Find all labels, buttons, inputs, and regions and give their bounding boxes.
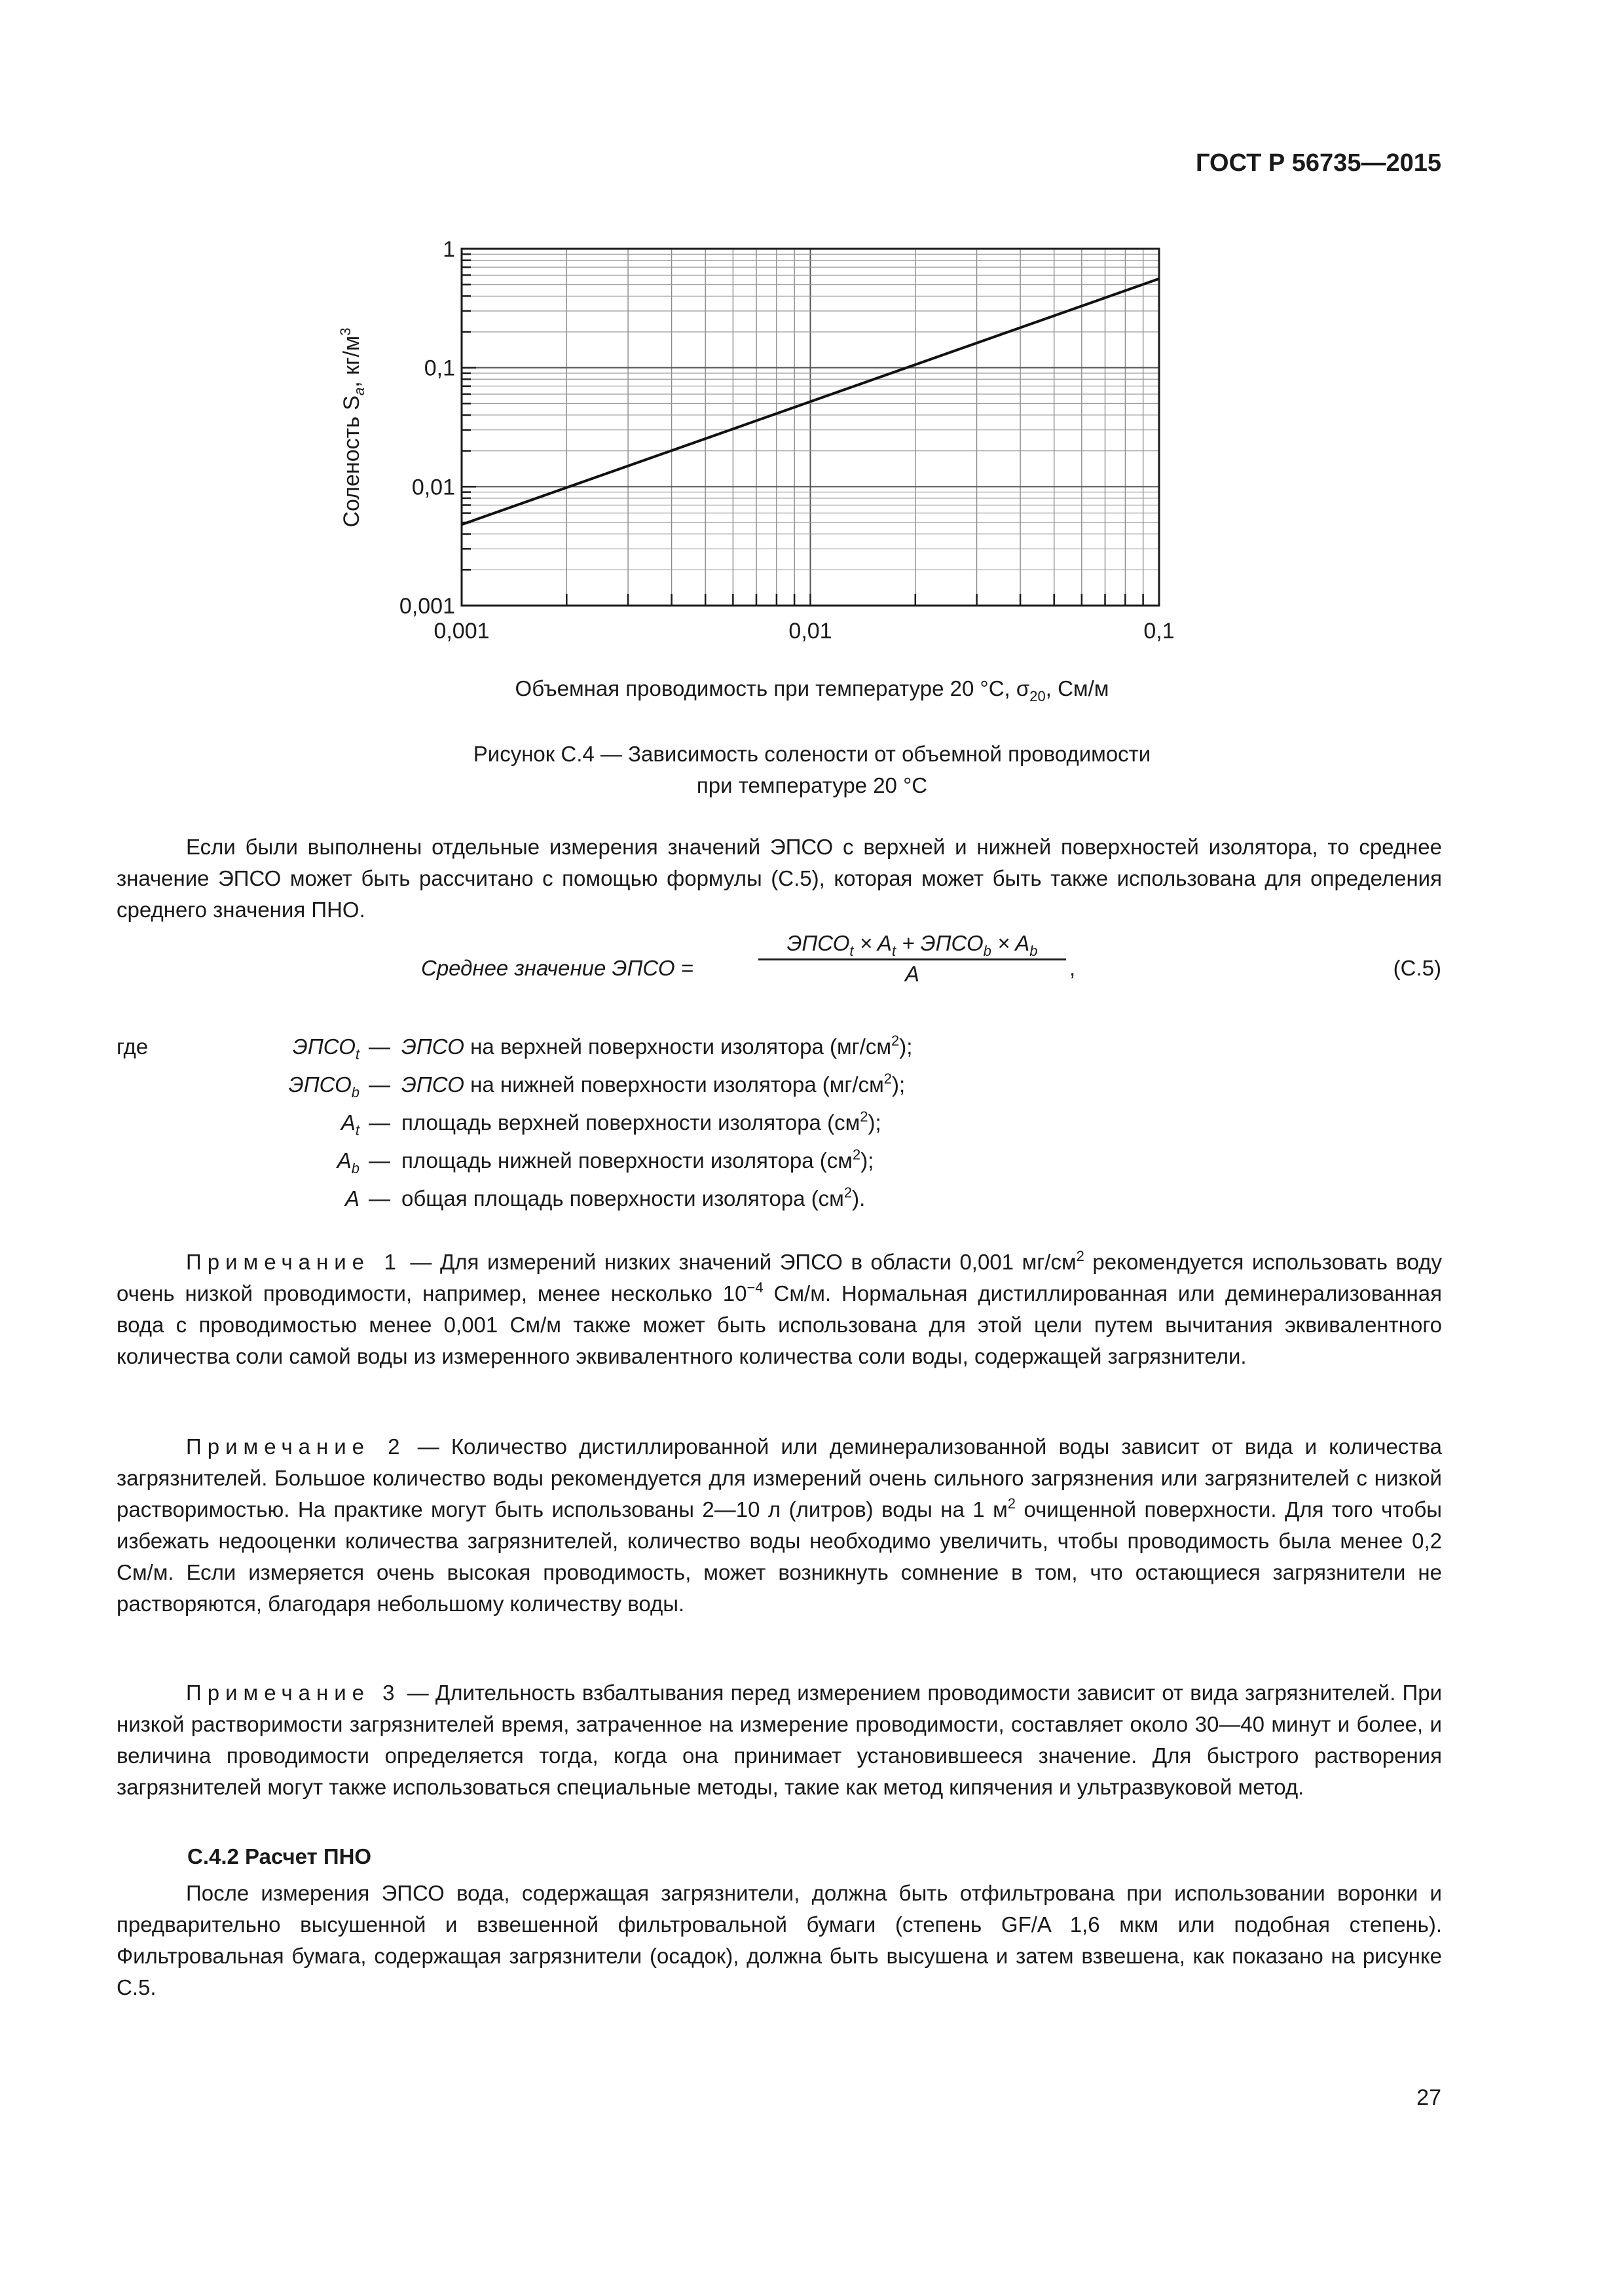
page-number: 27 [1416, 2085, 1441, 2110]
note-1-sup-a: 2 [1076, 1248, 1084, 1264]
intro-text: Если были выполнены отдельные измерения значений ЭПСО с верхней и нижней поверхностей изолятора, то среднее значение ЭПСО может быть рассчитано с помощью формулы (С.5), которая может быть также использована для определения среднего значения ПНО. [117, 835, 1442, 922]
y-axis-label-unit: , кг/м [339, 335, 364, 388]
where-def-text: площадь нижней поверхности изолятора (см [401, 1148, 853, 1173]
where-item [117, 1028, 1492, 1066]
note-1-text-b: рекомендуется использовать воду очень низкой проводимости, например, менее несколько 10 [117, 1250, 1443, 1305]
note-3-label: Примечание 3 [186, 1681, 401, 1705]
formula-comma: , [1069, 956, 1076, 980]
note-1-text-c: См/м. Нормальная дистиллированная или деминерализованная вода с проводимостью менее 0,001 См/м также может быть использована для этой цели путем вычитания эквивалентного количества соли самой воды из измеренного эквивалентного количества соли воды, содержащей загрязнители. [117, 1281, 1442, 1368]
y-tick-label: 0,01 [411, 475, 455, 500]
y-tick-label: 0,001 [399, 594, 455, 619]
figure-caption [0, 738, 1624, 801]
where-dash: — [369, 1186, 390, 1211]
where-def-text: на нижней поверхности изолятора (мг/см [464, 1072, 884, 1097]
note-2-sup-a: 2 [1007, 1495, 1016, 1512]
num-times-1: × A [853, 931, 892, 955]
where-symbol-sub: t [355, 1046, 360, 1063]
where-def-text: общая площадь поверхности изолятора (см [401, 1186, 844, 1211]
where-def-sup: 2 [891, 1032, 900, 1049]
where-def-end: ). [852, 1186, 866, 1211]
where-definition [401, 1028, 912, 1066]
where-definition [401, 1142, 874, 1180]
x-tick-label: 0,001 [434, 619, 490, 644]
where-def-text: на верхней поверхности изолятора (мг/см [464, 1034, 892, 1059]
salinity-chart [327, 223, 1211, 668]
where-dash: — [369, 1148, 390, 1173]
where-def-italic: ЭПСО [401, 1072, 464, 1097]
note-2 [117, 1431, 1442, 1620]
where-def-sup: 2 [853, 1146, 861, 1163]
where-def-end: ); [899, 1034, 913, 1059]
num-plus: + ЭПСО [896, 931, 984, 955]
where-def-end: ); [860, 1148, 874, 1173]
y-axis-label [337, 327, 367, 527]
y-axis-label-text: Соленость S [339, 395, 364, 528]
note-2-text-a: — Количество дистиллированной или деминерализованной воды зависит от вида и количества загрязнителей. Большое количество воды рекомендуется для измерений очень сильного загрязнения или загрязнителей с низкой растворимостью. На практике могут быть использованы 2—10 л (литров) воды на 1 м [117, 1434, 1442, 1522]
formula-number: (С.5) [1393, 956, 1441, 980]
where-symbol-text: ЭПСО [288, 1072, 352, 1097]
formula-fraction [758, 931, 1066, 987]
note-1-sup-b: −4 [747, 1279, 764, 1296]
where-symbol-text: A [344, 1186, 360, 1211]
note-1-text-a: — Для измерений низких значений ЭПСО в области 0,001 мг/см [401, 1250, 1077, 1274]
formula-lhs: Среднее значение ЭПСО = [421, 956, 693, 980]
where-dash: — [369, 1072, 390, 1097]
where-def-sup: 2 [883, 1070, 893, 1087]
caption-line-1: Рисунок С.4 — Зависимость солености от объемной проводимости [473, 742, 1151, 766]
where-definition [401, 1180, 865, 1218]
where-item [117, 1104, 1492, 1142]
where-symbol-sub: b [351, 1160, 360, 1176]
x-axis-label-text: Объемная проводимость при температуре 20 °С, σ [515, 676, 1030, 701]
where-symbol [117, 1066, 360, 1104]
x-axis-label-unit: , См/м [1045, 676, 1109, 701]
where-list [117, 1028, 1492, 1224]
where-symbol [117, 1180, 360, 1218]
y-tick-label: 1 [443, 237, 455, 262]
standard-header: ГОСТ Р 56735—2015 [1196, 149, 1441, 177]
where-item [117, 1142, 1492, 1180]
where-def-end: ); [892, 1072, 906, 1097]
where-symbol-sub: b [351, 1084, 360, 1101]
note-1-label: Примечание 1 [186, 1250, 402, 1274]
where-item [117, 1180, 1492, 1218]
where-dash: — [369, 1110, 390, 1135]
num-term-a: ЭПСО [786, 931, 850, 955]
where-def-italic: ЭПСО [401, 1034, 464, 1059]
where-item [117, 1066, 1492, 1104]
num-term-b-sub: b [983, 943, 991, 959]
chart-grid [462, 249, 1159, 606]
intro-paragraph [117, 831, 1442, 926]
where-def-text: площадь верхней поверхности изолятора (см [401, 1110, 860, 1135]
where-def-sup: 2 [843, 1184, 853, 1201]
y-axis-label-unit-sup: 3 [337, 327, 354, 336]
section-body-text: После измерения ЭПСО вода, содержащая загрязнители, должна быть отфильтрована при использовании воронки и предварительно высушенной и взвешенной фильтровальной бумаги (степень GF/A 1,6 мкм или подобная степень). Фильтровальная бумага, содержащая загрязнители (осадок), должна быть высушена и затем взвешена, как показано на рисунке С.5. [117, 1881, 1442, 1999]
y-tick-label: 0,1 [424, 355, 455, 381]
caption-line-2: при температуре 20 °С [696, 773, 928, 797]
where-symbol [117, 1142, 360, 1180]
note-3 [117, 1677, 1442, 1803]
section-heading: С.4.2 Расчет ПНО [187, 1844, 372, 1868]
where-definition [401, 1066, 905, 1104]
where-symbol-text: A [337, 1148, 352, 1173]
note-1 [117, 1247, 1442, 1372]
where-def-sup: 2 [860, 1108, 868, 1125]
num-term-a-sub: t [849, 943, 854, 959]
chart-tick-labels [399, 237, 1175, 644]
note-2-text-b: очищенной поверхности. Для того чтобы избежать недооценки количества загрязнителей, количество воды необходимо увеличить, чтобы проводимость была менее 0,2 См/м. Если измеряется очень высокая проводимость, может возникнуть сомнение в том, что остающиеся загрязнители не растворяются, благодаря небольшому количеству воды. [117, 1497, 1443, 1616]
x-axis-label-sub: 20 [1029, 688, 1046, 704]
where-symbol-sub: t [355, 1122, 360, 1139]
section-body [117, 1878, 1442, 2003]
note-3-text-a: — Длительность взбалтывания перед измерением проводимости зависит от вида загрязнителей. При низкой растворимости загрязнителей время, затраченное на измерение проводимости, составляет около 30—40 минут и более, и величина проводимости определяется тогда, когда она принимает установившееся значение. Для быстрого растворения загрязнителей могут также использоваться специальные методы, такие как метод кипячения и ультразвуковой метод. [117, 1681, 1442, 1799]
where-intro: где [117, 1034, 149, 1059]
where-definition [401, 1104, 881, 1142]
where-def-end: ); [868, 1110, 881, 1135]
where-dash: — [369, 1034, 390, 1059]
x-axis-label [0, 676, 1624, 704]
y-axis-label-sub: a [351, 387, 367, 395]
where-symbol [117, 1104, 360, 1142]
where-symbol-text: ЭПСО [292, 1034, 356, 1059]
where-symbol [117, 1028, 360, 1066]
x-tick-label: 0,01 [788, 619, 832, 644]
formula-numerator [758, 931, 1066, 960]
formula-denominator: A [904, 962, 919, 986]
where-symbol-text: A [341, 1110, 356, 1135]
note-2-label: Примечание 2 [186, 1434, 406, 1459]
num-times-2-sub: b [1029, 943, 1038, 959]
num-times-1-sub: t [891, 943, 896, 959]
x-tick-label: 0,1 [1143, 619, 1175, 644]
num-times-2: × A [991, 931, 1030, 955]
